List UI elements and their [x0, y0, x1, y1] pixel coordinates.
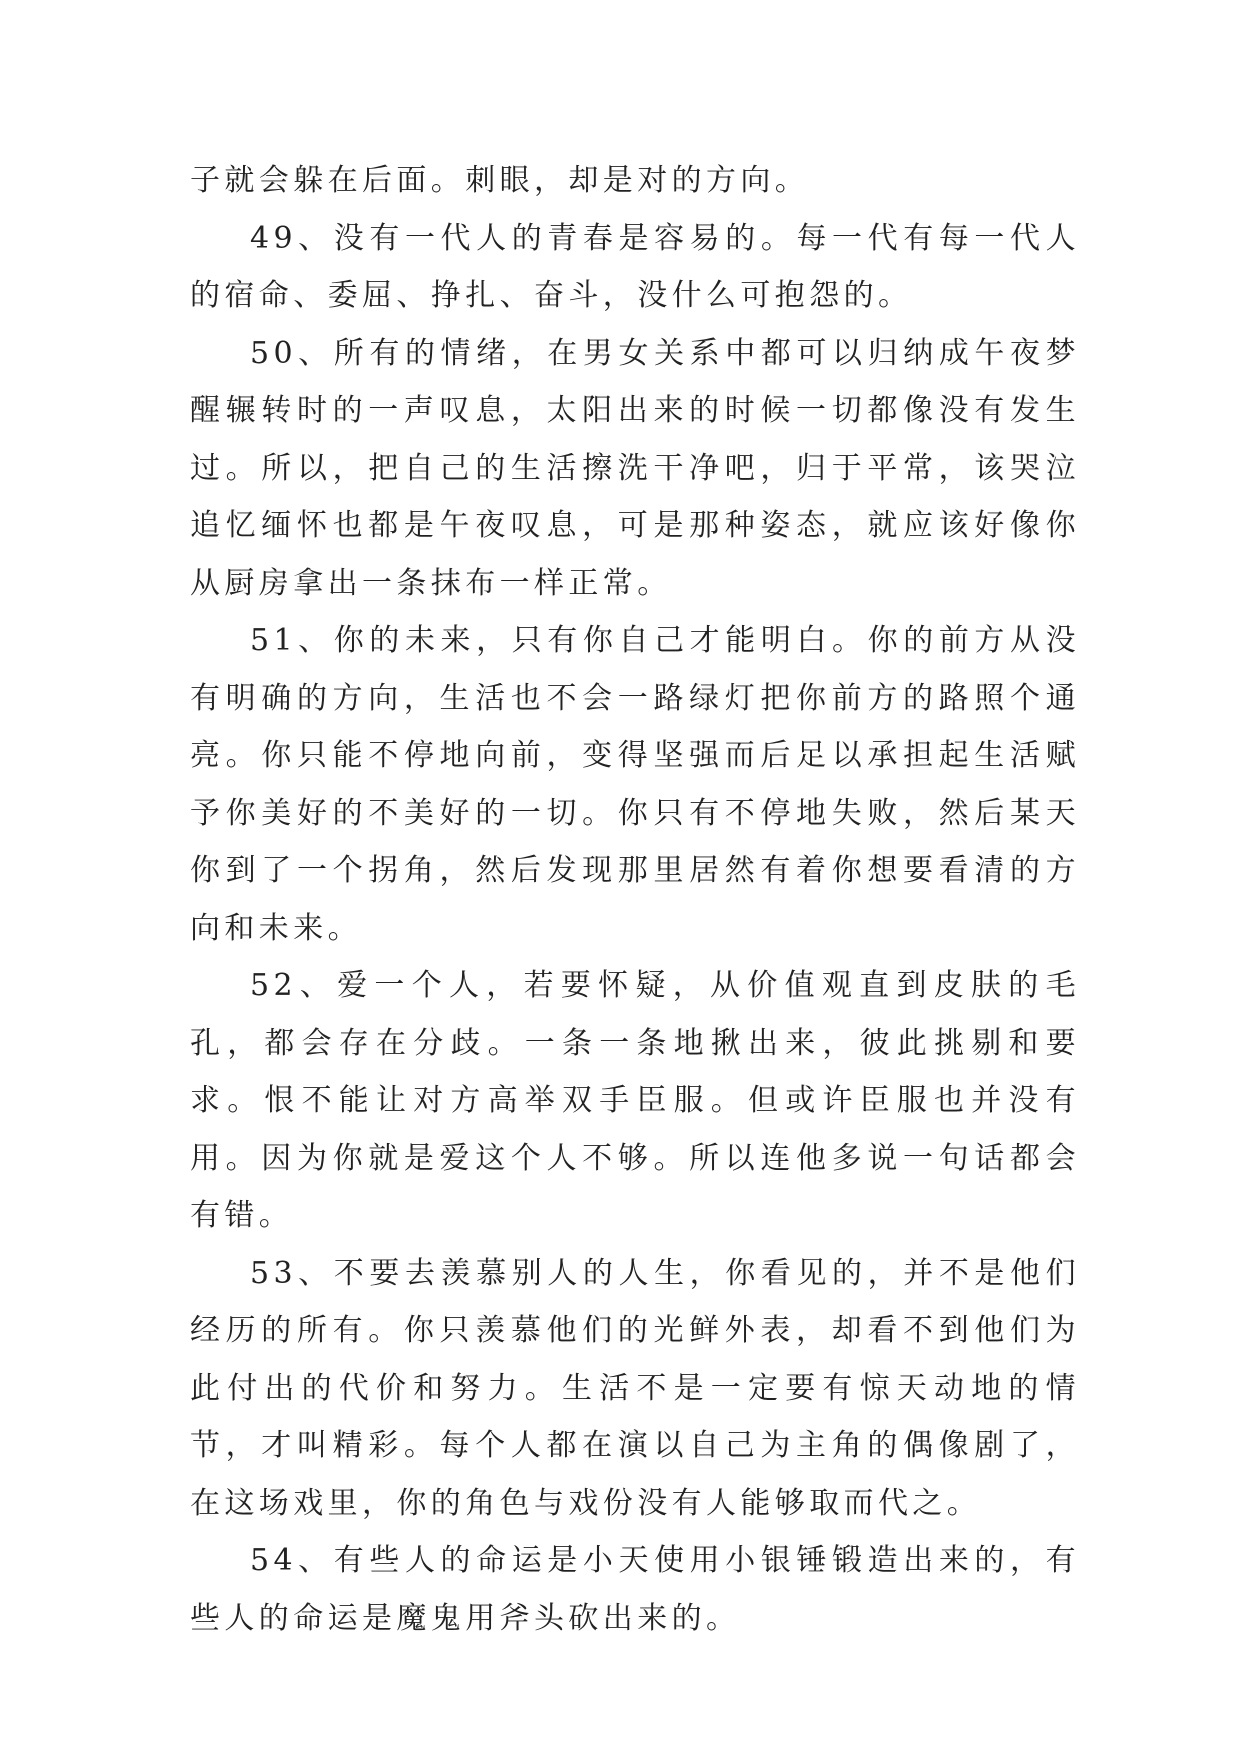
document-body	[190, 152, 1080, 1647]
paragraph-50: 50、所有的情绪，在男女关系中都可以归纳成午夜梦醒辗转时的一声叹息，太阳出来的时候一切都像没有发生过。所以，把自己的生活擦洗干净吧，归于平常，该哭泣追忆缅怀也都是午夜叹息，可是那种姿态，就应该好像你从厨房拿出一条抹布一样正常。	[190, 335, 1080, 601]
paragraph-54: 54、有些人的命运是小天使用小银锤锻造出来的，有些人的命运是魔鬼用斧头砍出来的。	[190, 1543, 1080, 1636]
paragraph-51: 51、你的未来，只有你自己才能明白。你的前方从没有明确的方向，生活也不会一路绿灯把你前方的路照个通亮。你只能不停地向前，变得坚强而后足以承担起生活赋予你美好的不美好的一切。你只有不停地失败，然后某天你到了一个拐角，然后发现那里居然有着你想要看清的方向和未来。	[190, 623, 1080, 946]
paragraph-continuation: 子就会躲在后面。刺眼，却是对的方向。	[190, 163, 810, 198]
paragraph-52: 52、爱一个人，若要怀疑，从价值观直到皮肤的毛孔，都会存在分歧。一条一条地揪出来，彼此挑剔和要求。恨不能让对方高举双手臣服。但或许臣服也并没有用。因为你就是爱这个人不够。所以连他多说一句话都会有错。	[190, 968, 1080, 1233]
paragraph-49: 49、没有一代人的青春是容易的。每一代有每一代人的宿命、委屈、挣扎、奋斗，没什么可抱怨的。	[190, 220, 1080, 313]
paragraph-53: 53、不要去羡慕别人的人生，你看见的，并不是他们经历的所有。你只羡慕他们的光鲜外表，却看不到他们为此付出的代价和努力。生活不是一定要有惊天动地的情节，才叫精彩。每个人都在演以自己为主角的偶像剧了，在这场戏里，你的角色与戏份没有人能够取而代之。	[190, 1255, 1080, 1521]
